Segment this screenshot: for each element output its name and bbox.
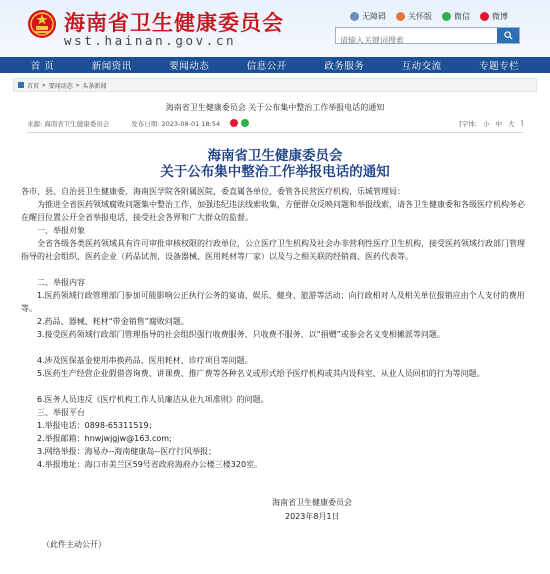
search-box [335,27,520,44]
home-icon [18,82,24,88]
top-links [350,11,508,22]
font-size-large[interactable]: 大 [507,119,515,128]
site-header [0,0,550,57]
main-nav [0,57,550,73]
article-section-heading: 三、举报平台 [37,408,85,417]
search-icon [504,31,513,40]
article-section-heading: 一、举报对象 [37,226,85,235]
nav-home[interactable]: 首 页 [30,61,55,72]
article-paragraph: 为推进全省医药领域腐败问题集中整治工作，加强违纪违法线索收集，方便群众反映问题和举报线索，请各卫生健康委和各级医疗机构务必在醒目位置公开全省举报电话，接受社会各界和广大群众的监督。 [21,200,525,222]
font-size-close: ] [520,118,523,127]
site-url: wst.hainan.gov.cn [64,33,237,48]
report-address: 4.举报地址：海口市美兰区59号省政府海府办公楼三楼320室。 [37,460,263,469]
footer-note: （此件主动公开） [42,540,106,549]
article-paragraph: 4.涉及医保基金使用串换药品、医用耗材、诊疗项目等问题。 [37,356,253,365]
report-email: 2.举报邮箱：hnwjwjgjw@163.com; [37,434,172,443]
signature: 海南省卫生健康委员会 [272,498,352,507]
nav-info-public[interactable]: 信息公开 [246,61,287,72]
font-size-control [459,119,523,128]
article-title-line2: 关于公布集中整治工作举报电话的通知 [160,164,390,180]
site-title[interactable]: 海南省卫生健康委员会 [64,11,284,35]
report-phone: 1.举报电话：0898-65311519； [37,421,157,430]
font-size-small[interactable]: 小 [482,119,490,128]
search-button[interactable] [497,28,519,43]
nav-gov-service[interactable]: 政务服务 [324,61,365,72]
share-buttons [230,119,249,127]
accessibility-link[interactable]: 无障碍 [350,11,386,22]
breadcrumb-current[interactable]: 头条新闻 [82,82,107,90]
article-section-heading: 二、举报内容 [37,278,85,287]
wechat-share-icon[interactable] [241,119,249,127]
report-online: 3.网络举报：海易办--海南健康岛--医疗行风举报； [37,447,217,456]
article-paragraph: 各市、县、自治县卫生健康委，海南医学院各附属医院，委直属各单位，委管各民营医疗机构，乐城管理局： [21,187,405,196]
article-paragraph: 3.接受医药领域行政部门管理指导的社会组织强行收费服务、只收费不服务、以“捐赠”或参会名义变相摊派等问题。 [37,330,445,339]
wechat-icon [442,12,451,21]
divider [27,132,523,133]
sign-date: 2023年8月1日 [285,512,340,521]
search-input[interactable] [336,33,486,48]
weibo-link[interactable]: 微博 [480,11,508,22]
breadcrumb-headlines[interactable]: 要闻动态 [48,82,73,90]
care-mode-link[interactable]: 关怀版 [396,11,432,22]
font-size-label: [字体: [459,119,477,128]
care-icon [396,12,405,21]
nav-headlines[interactable]: 要闻动态 [169,61,210,72]
nav-special-topics[interactable]: 专题专栏 [479,61,520,72]
accessibility-icon [350,12,359,21]
article-paragraph: 1.医药领域行政管理部门参加可能影响公正执行公务的宴请、娱乐、健身、旅游等活动；向行政相对人及相关单位报销应由个人支付的费用等。 [21,291,525,313]
breadcrumb-home[interactable]: 首页 [27,82,40,90]
article-paragraph: 全省各级各类医药领域具有许可审批审核权限的行政单位，公立医疗卫生机构及社会办非营利性医疗卫生机构，接受医药领域行政部门管理指导的社会组织，医药企业（药品试剂、设备器械、医用耗材等厂家）以及与之相关联的经销商、医药代表等。 [21,239,525,261]
nav-news[interactable]: 新闻资讯 [91,61,132,72]
wechat-link[interactable]: 微信 [442,11,470,22]
article-date: 发布日期: 2023-08-01 18:54 [131,119,221,128]
article-paragraph: 2.药品、器械、耗材“带金销售”腐败问题。 [37,317,189,326]
weibo-share-icon[interactable] [230,119,238,127]
nav-interaction[interactable]: 互动交流 [401,61,442,72]
article-header-title: 海南省卫生健康委员会 关于公布集中整治工作举报电话的通知 [165,103,385,112]
article-paragraph: 5.医药生产经营企业假借咨询费、讲课费、推广费等各种名义或形式给予医疗机构或其内设科室、从业人员回扣的行为等问题。 [37,369,485,378]
weibo-icon [480,12,489,21]
breadcrumb-separator: » [42,81,46,89]
breadcrumb [13,78,537,92]
article-title-line1: 海南省卫生健康委员会 [207,148,343,164]
national-emblem-icon[interactable] [27,8,57,40]
article-paragraph: 6.医务人员违反《医疗机构工作人员廉洁从业九项准则》的问题。 [37,395,269,404]
article-source: 来源: 海南省卫生健康委员会 [27,119,110,128]
article-meta [27,117,523,129]
font-size-medium[interactable]: 中 [495,119,502,128]
breadcrumb-separator: » [75,81,80,89]
